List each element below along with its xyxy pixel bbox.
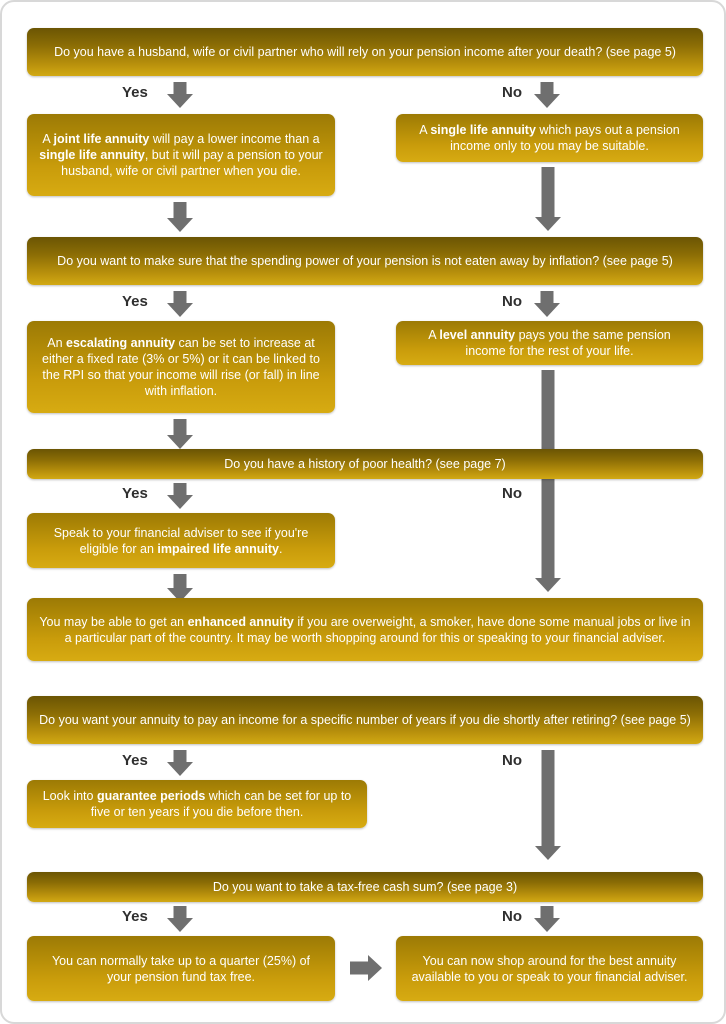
arrow-down-q1-no	[532, 82, 562, 108]
answer-impaired-life-annuity-text: Speak to your financial adviser to see if you're eligible for an impaired life annuity.	[53, 525, 309, 556]
question-box-guarantee-period	[27, 696, 703, 744]
answer-enhanced-annuity-text: You may be able to get an enhanced annuity if you are overweight, a smoker, have done some manual jobs or live in a particular part of the country. It may be worth shopping around for this or speaking to your financial adviser.	[39, 614, 691, 645]
answer-shop-around-text: You can now shop around for the best annuity available to you or speak to your financial adviser.	[411, 953, 688, 984]
arrow-right-to-shop-around	[350, 954, 382, 982]
answer-box-escalating-annuity	[27, 321, 335, 413]
answer-level-annuity-text: A level annuity pays you the same pension income for the rest of your life.	[428, 328, 671, 358]
answer-box-shop-around	[396, 936, 703, 1001]
arrow-down-escalating-to-q3	[165, 419, 195, 449]
label-yes-3: Yes	[122, 485, 148, 502]
arrow-down-q1-yes	[165, 82, 195, 108]
arrow-down-q4-yes	[165, 750, 195, 776]
answer-box-guarantee-periods	[27, 780, 367, 828]
answer-box-level-annuity	[396, 321, 703, 365]
label-no-2: No	[502, 293, 522, 310]
question-inflation-text: Do you want to make sure that the spending power of your pension is not eaten away by inflation? (see page 5)	[57, 254, 673, 268]
label-yes-1: Yes	[122, 84, 148, 101]
label-yes-5: Yes	[122, 908, 148, 925]
answer-single-life-annuity-text: A single life annuity which pays out a pension income only to you may be suitable.	[419, 123, 680, 153]
answer-escalating-annuity-text: An escalating annuity can be set to increase at either a fixed rate (3% or 5%) or it can be linked to the RPI so that your income will rise (or fall) in line with inflation.	[42, 336, 320, 398]
arrow-down-q5-no	[532, 906, 562, 932]
question-box-poor-health	[27, 449, 703, 479]
question-poor-health-text: Do you have a history of poor health? (see page 7)	[224, 457, 506, 471]
question-dependants-text: Do you have a husband, wife or civil partner who will rely on your pension income after your death? (see page 5)	[54, 45, 676, 59]
label-no-3: No	[502, 485, 522, 502]
label-no-1: No	[502, 84, 522, 101]
arrow-down-q4-no	[533, 750, 563, 860]
arrow-down-q3-yes	[165, 483, 195, 509]
answer-joint-life-annuity-text: A joint life annuity will pay a lower income than a single life annuity, but it will pay a pension to your husband, wife or civil partner when you die.	[39, 132, 323, 178]
arrow-down-q2-no	[532, 291, 562, 317]
label-yes-2: Yes	[122, 293, 148, 310]
answer-guarantee-periods-text: Look into guarantee periods which can be set for up to five or ten years if you die before then.	[42, 789, 352, 819]
question-box-dependants	[27, 28, 703, 76]
arrow-down-single-to-q2	[533, 167, 563, 231]
label-no-4: No	[502, 752, 522, 769]
answer-box-joint-life-annuity	[27, 114, 335, 196]
question-tax-free-cash-text: Do you want to take a tax-free cash sum? (see page 3)	[212, 880, 518, 894]
answer-box-tax-free-cash-sum	[27, 936, 335, 1001]
answer-box-enhanced-annuity	[27, 598, 703, 661]
answer-tax-free-cash-sum-text: You can normally take up to a quarter (25%) of your pension fund tax free.	[51, 953, 311, 984]
label-yes-4: Yes	[122, 752, 148, 769]
arrow-down-joint-to-q2	[165, 202, 195, 232]
arrow-down-level-to-enhanced	[533, 370, 563, 592]
answer-box-impaired-life-annuity	[27, 513, 335, 568]
question-box-tax-free-cash	[27, 872, 703, 902]
answer-box-single-life-annuity	[396, 114, 703, 162]
arrow-down-q2-yes	[165, 291, 195, 317]
question-guarantee-period-text: Do you want your annuity to pay an income for a specific number of years if you die shortly after retiring? (see page 5)	[39, 713, 691, 727]
arrow-down-q5-yes	[165, 906, 195, 932]
label-no-5: No	[502, 908, 522, 925]
question-box-inflation	[27, 237, 703, 285]
